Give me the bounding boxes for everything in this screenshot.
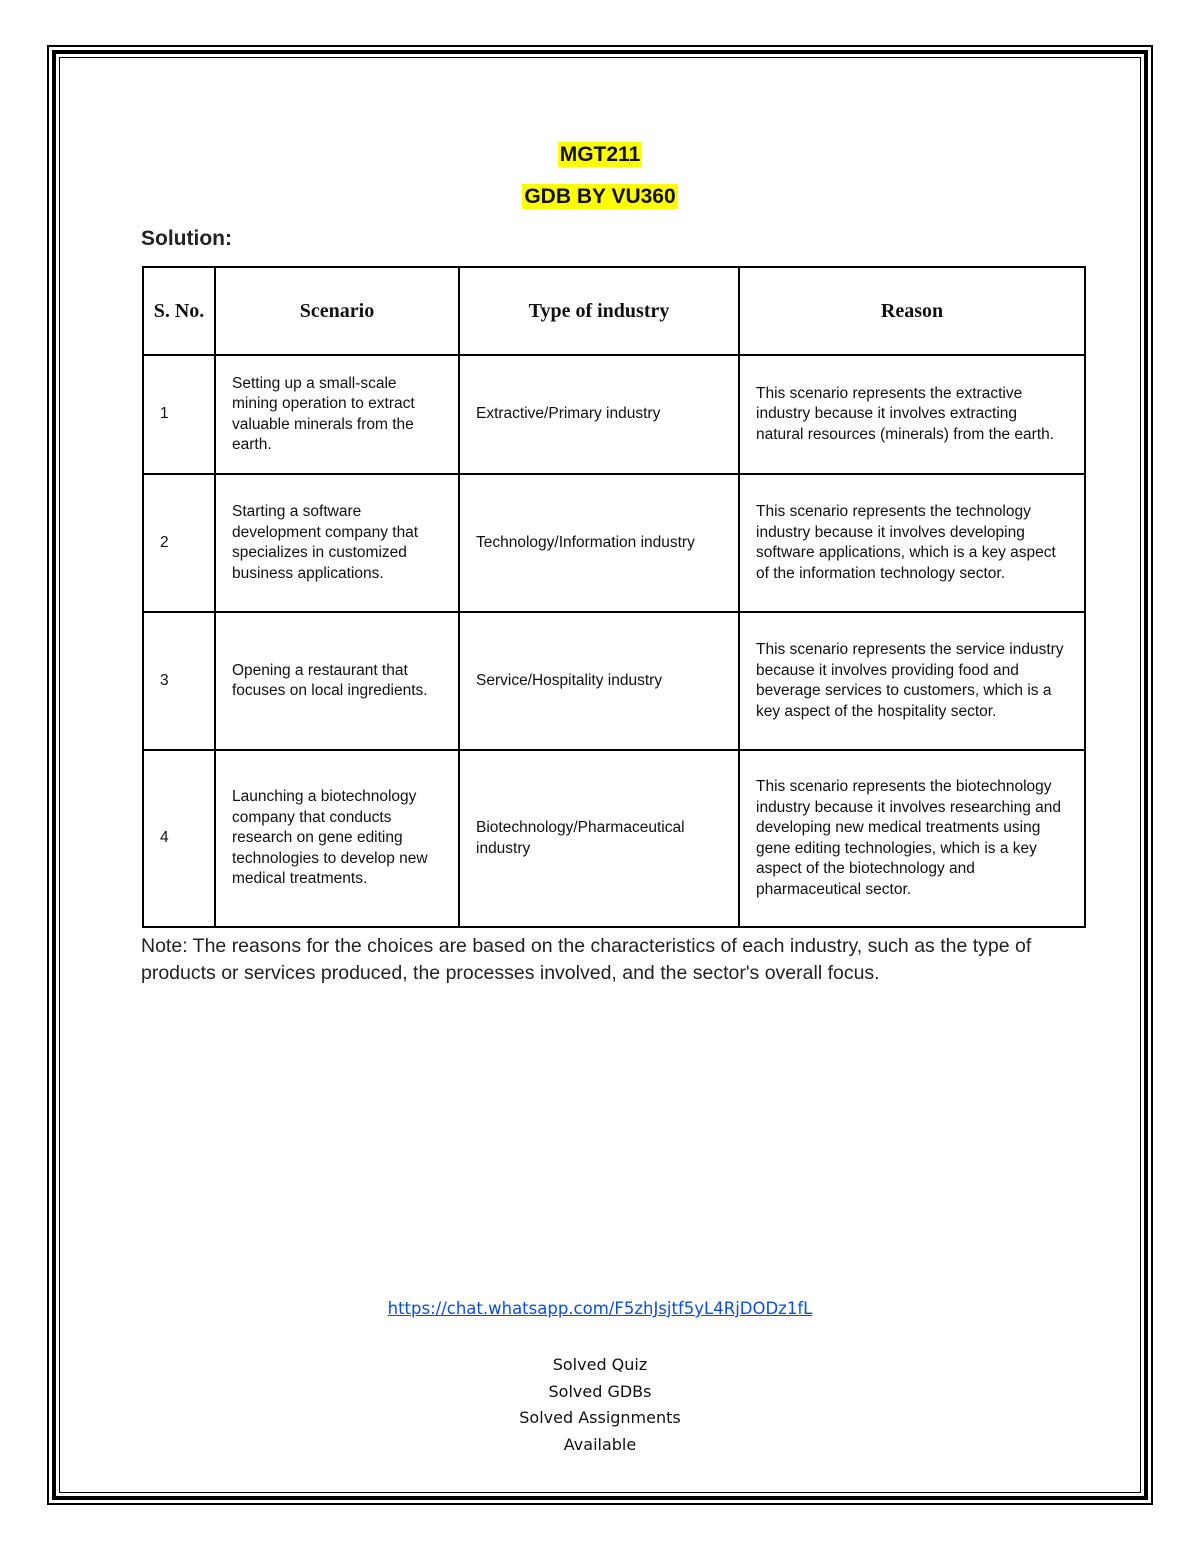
footer-text-block <box>0 1352 1200 1458</box>
subtitle-heading <box>0 185 1200 209</box>
cell-scenario: Setting up a small-scale mining operation to extract valuable minerals from the earth. <box>215 355 459 474</box>
cell-sno: 3 <box>143 612 215 750</box>
cell-industry: Service/Hospitality industry <box>459 612 739 750</box>
table-row <box>143 474 1085 612</box>
table-header-row <box>143 267 1085 355</box>
cell-reason: This scenario represents the extractive industry because it involves extracting natural resources (minerals) from the earth. <box>739 355 1085 474</box>
footer-line: Available <box>563 1434 637 1454</box>
column-header-scenario: Scenario <box>215 267 459 355</box>
footer-line: Solved Quiz <box>552 1355 648 1374</box>
footer-line: Solved Assignments <box>519 1408 681 1427</box>
footer-line: Solved GDBs <box>548 1381 652 1401</box>
cell-industry: Technology/Information industry <box>459 474 739 612</box>
table-row <box>143 750 1085 927</box>
column-header-reason: Reason <box>739 267 1085 355</box>
cell-reason: This scenario represents the service industry because it involves providing food and beverage services to customers, which is a key aspect of the hospitality sector. <box>739 612 1085 750</box>
cell-sno: 4 <box>143 750 215 927</box>
cell-reason: This scenario represents the biotechnology industry because it involves researching and developing new medical treatments using gene editing technologies, which is a key aspect of the biotechnology and pharmaceutical sector. <box>739 750 1085 927</box>
cell-sno: 1 <box>143 355 215 474</box>
cell-scenario: Starting a software development company that specializes in customized business applications. <box>215 474 459 612</box>
cell-industry: Biotechnology/Pharmaceutical industry <box>459 750 739 927</box>
cell-sno: 2 <box>143 474 215 612</box>
column-header-industry: Type of industry <box>459 267 739 355</box>
column-header-sno: S. No. <box>143 267 215 355</box>
subtitle-text: GDB BY VU360 <box>524 185 676 208</box>
cell-industry: Extractive/Primary industry <box>459 355 739 474</box>
cell-reason: This scenario represents the technology industry because it involves developing software applications, which is a key aspect of the information technology sector. <box>739 474 1085 612</box>
table-row <box>143 355 1085 474</box>
course-code-heading <box>0 143 1200 167</box>
solution-label: Solution: <box>141 227 232 250</box>
note-paragraph: Note: The reasons for the choices are based on the characteristics of each industry, such as the type of products or services produced, the processes involved, and the sector's overall focus. <box>141 935 1032 984</box>
cell-scenario: Launching a biotechnology company that conducts research on gene editing technologies to develop new medical treatments. <box>215 750 459 927</box>
table-row <box>143 612 1085 750</box>
whatsapp-link[interactable]: https://chat.whatsapp.com/F5zhJsjtf5yL4RjDODz1fL <box>387 1299 813 1318</box>
solution-table <box>142 266 1086 928</box>
course-code-text: MGT211 <box>559 143 641 166</box>
cell-scenario: Opening a restaurant that focuses on local ingredients. <box>215 612 459 750</box>
